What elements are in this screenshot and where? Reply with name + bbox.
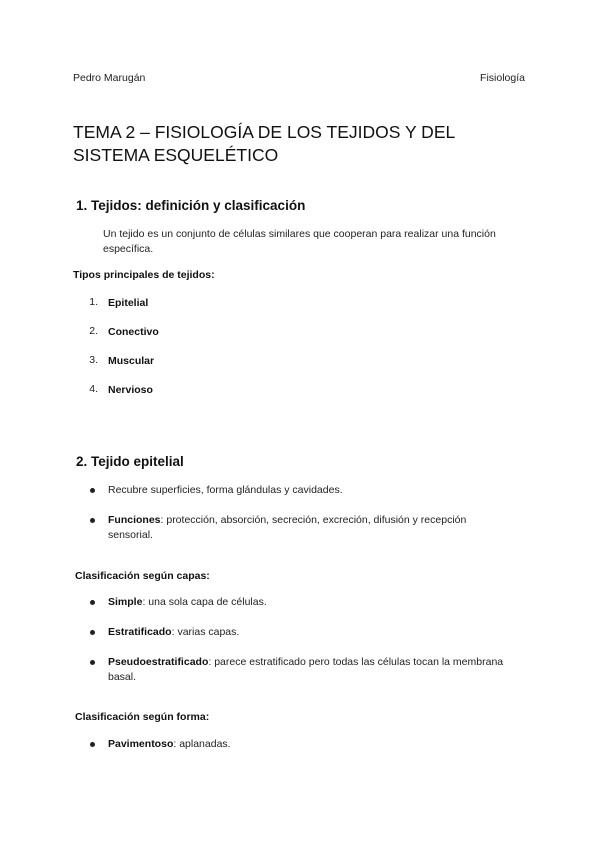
bullet-label: Pavimentoso [108, 738, 174, 750]
bullet-item-funciones [108, 513, 503, 542]
list-number: 2. [89, 325, 98, 337]
bullet-item [108, 483, 508, 498]
bullet-text: : aplanadas. [173, 738, 231, 750]
bullet-icon [90, 488, 95, 493]
bullet-text: : protección, absorción, secreción, excreción, difusión y recepción sensorial. [108, 514, 467, 541]
bullet-label: Funciones [108, 514, 161, 526]
layers-title: Clasificación según capas: [75, 570, 210, 582]
list-number: 1. [89, 296, 98, 308]
bullet-text: : parece estratificado pero todas las células tocan la membrana basal. [108, 656, 504, 683]
bullet-text: : varias capas. [171, 626, 240, 638]
section-1-heading: 1. Tejidos: definición y clasificación [76, 198, 306, 213]
shape-title: Clasificación según forma: [75, 711, 210, 723]
list-item-conectivo: Conectivo [108, 326, 159, 338]
header-subject: Fisiología [480, 72, 525, 84]
bullet-label: Estratificado [108, 626, 172, 638]
section-1-definition: Un tejido es un conjunto de células similares que cooperan para realizar una función específica. [103, 228, 496, 255]
list-item-muscular: Muscular [108, 355, 155, 367]
bullet-icon [90, 518, 95, 523]
layer-item-estratificado [108, 625, 508, 640]
layer-item-simple [108, 595, 508, 610]
list-number: 4. [89, 383, 98, 395]
bullet-label: Simple [108, 596, 143, 608]
bullet-text: : una sola capa de células. [142, 596, 267, 608]
document-title: TEMA 2 – FISIOLOGÍA DE LOS TEJIDOS Y DEL SISTEMA ESQUELÉTICO [73, 122, 455, 165]
header-author: Pedro Marugán [73, 72, 146, 84]
list-number: 3. [89, 354, 98, 366]
bullet-label: Pseudoestratificado [108, 656, 209, 668]
shape-item-pavimentoso [108, 737, 508, 752]
bullet-icon [90, 742, 95, 747]
section-1-list-title: Tipos principales de tejidos: [73, 269, 215, 281]
bullet-icon [90, 660, 95, 665]
list-item-epitelial: Epitelial [108, 297, 149, 309]
bullet-icon [90, 630, 95, 635]
bullet-text: Recubre superficies, forma glándulas y cavidades. [108, 484, 343, 496]
layer-item-pseudoestratificado [108, 655, 528, 684]
section-2-heading: 2. Tejido epitelial [76, 454, 184, 469]
list-item-nervioso: Nervioso [108, 384, 153, 396]
bullet-icon [90, 600, 95, 605]
